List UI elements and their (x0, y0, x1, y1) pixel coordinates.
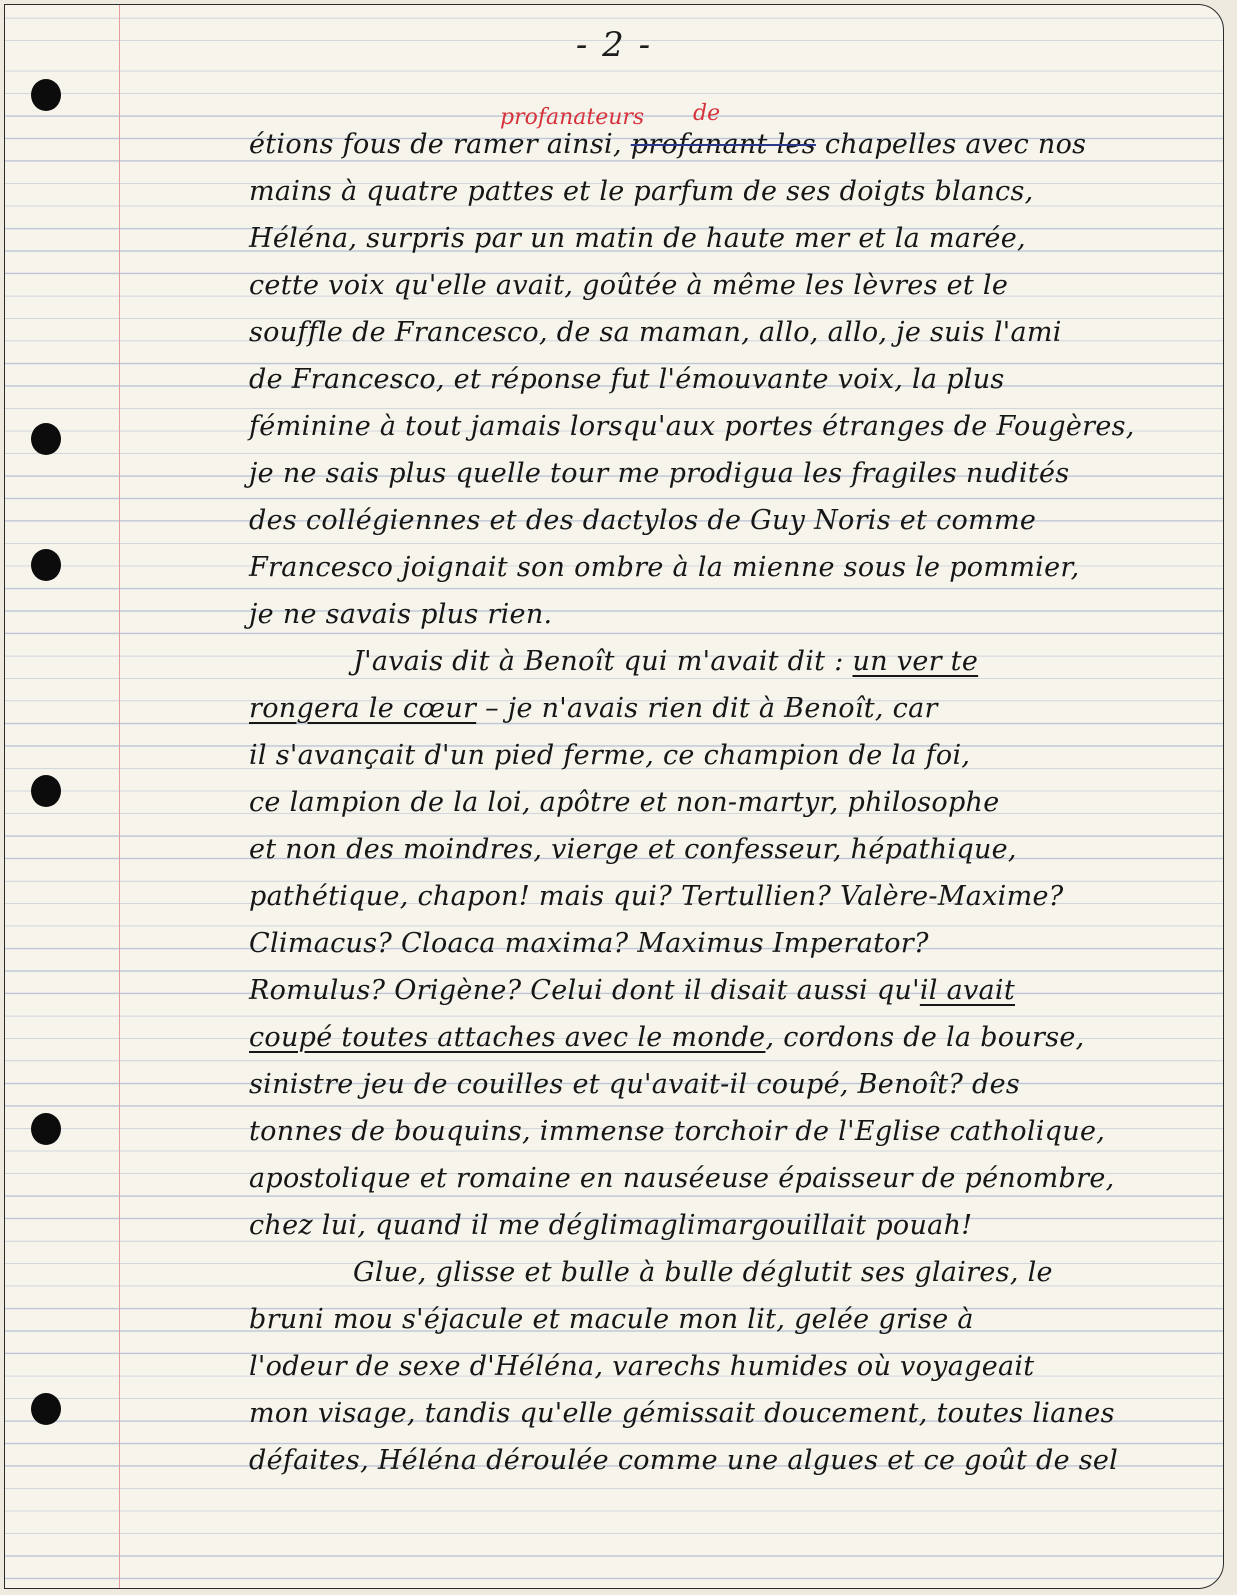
text-line: ce lampion de la loi, apôtre et non-martyr, philosophe (249, 787, 1000, 818)
underlined-text: coupé toutes attaches avec le monde (249, 1022, 766, 1053)
text-line: J'avais dit à Benoît qui m'avait dit : un ver te (353, 646, 979, 677)
text-line: Glue, glisse et bulle à bulle déglutit ses glaires, le (353, 1257, 1053, 1288)
text-line: souffle de Francesco, de sa maman, allo, allo, je suis l'ami (249, 317, 1062, 348)
binder-hole (31, 549, 61, 581)
text-line: il s'avançait d'un pied ferme, ce champion de la foi, (249, 740, 971, 771)
correction-inserted-preposition: de (693, 101, 721, 126)
text-line: défaites, Héléna déroulée comme une algues et ce goût de sel (249, 1445, 1119, 1476)
text-line: et non des moindres, vierge et confesseur, hépathique, (249, 834, 1017, 865)
text-line: je ne sais plus quelle tour me prodigua les fragiles nudités (249, 458, 1070, 489)
text-line: Climacus? Cloaca maxima? Maximus Imperator? (249, 928, 929, 959)
text-line: Héléna, surpris par un matin de haute mer et la marée, (249, 223, 1026, 254)
text-line: l'odeur de sexe d'Héléna, varechs humides où voyageait (249, 1351, 1035, 1382)
text-line: sinistre jeu de couilles et qu'avait-il coupé, Benoît? des (249, 1069, 1021, 1100)
binder-hole (31, 775, 61, 807)
underlined-text: un ver te (852, 646, 979, 677)
text-line: mains à quatre pattes et le parfum de ses doigts blancs, (249, 176, 1034, 207)
binder-hole (31, 423, 61, 455)
text-line: Romulus? Origène? Celui dont il disait aussi qu'il avait (249, 975, 1016, 1006)
margin-line (119, 5, 120, 1588)
text-line: je ne savais plus rien. (249, 599, 553, 630)
text-line: de Francesco, et réponse fut l'émouvante voix, la plus (249, 364, 1005, 395)
binder-hole (31, 1113, 61, 1145)
binder-hole (31, 1393, 61, 1425)
text-line: des collégiennes et des dactylos de Guy Noris et comme (249, 505, 1037, 536)
page-number: - 2 - (575, 25, 653, 65)
text-line: coupé toutes attaches avec le monde, cordons de la bourse, (249, 1022, 1085, 1053)
text-line: féminine à tout jamais lorsqu'aux portes étranges de Fougères, (249, 411, 1135, 442)
text-line: chez lui, quand il me déglimaglimargouillait pouah! (249, 1210, 973, 1241)
text-line: pathétique, chapon! mais qui? Tertullien? Valère-Maxime? (249, 881, 1064, 912)
text-line: mon visage, tandis qu'elle gémissait doucement, toutes lianes (249, 1398, 1115, 1429)
underlined-text: il avait (919, 975, 1016, 1006)
underlined-text: rongera le cœur (249, 693, 477, 724)
correction-inserted-word: profanateurs (500, 105, 645, 130)
text-line: cette voix qu'elle avait, goûtée à même les lèvres et le (249, 270, 1009, 301)
text-line: tonnes de bouquins, immense torchoir de l'Eglise catholique, (249, 1116, 1106, 1147)
struck-text: profanant les (630, 129, 816, 160)
text-line: étions fous de ramer ainsi, profanant les chapelles avec nos (249, 129, 1087, 160)
text-line: apostolique et romaine en nauséeuse épaisseur de pénombre, (249, 1163, 1115, 1194)
handwritten-text (249, 121, 1199, 1484)
binder-hole (31, 79, 61, 111)
text-line: Francesco joignait son ombre à la mienne sous le pommier, (249, 552, 1080, 583)
text-line: bruni mou s'éjacule et macule mon lit, gelée grise à (249, 1304, 974, 1335)
notebook-page (4, 4, 1224, 1589)
text-line: rongera le cœur – je n'avais rien dit à Benoît, car (249, 693, 938, 724)
